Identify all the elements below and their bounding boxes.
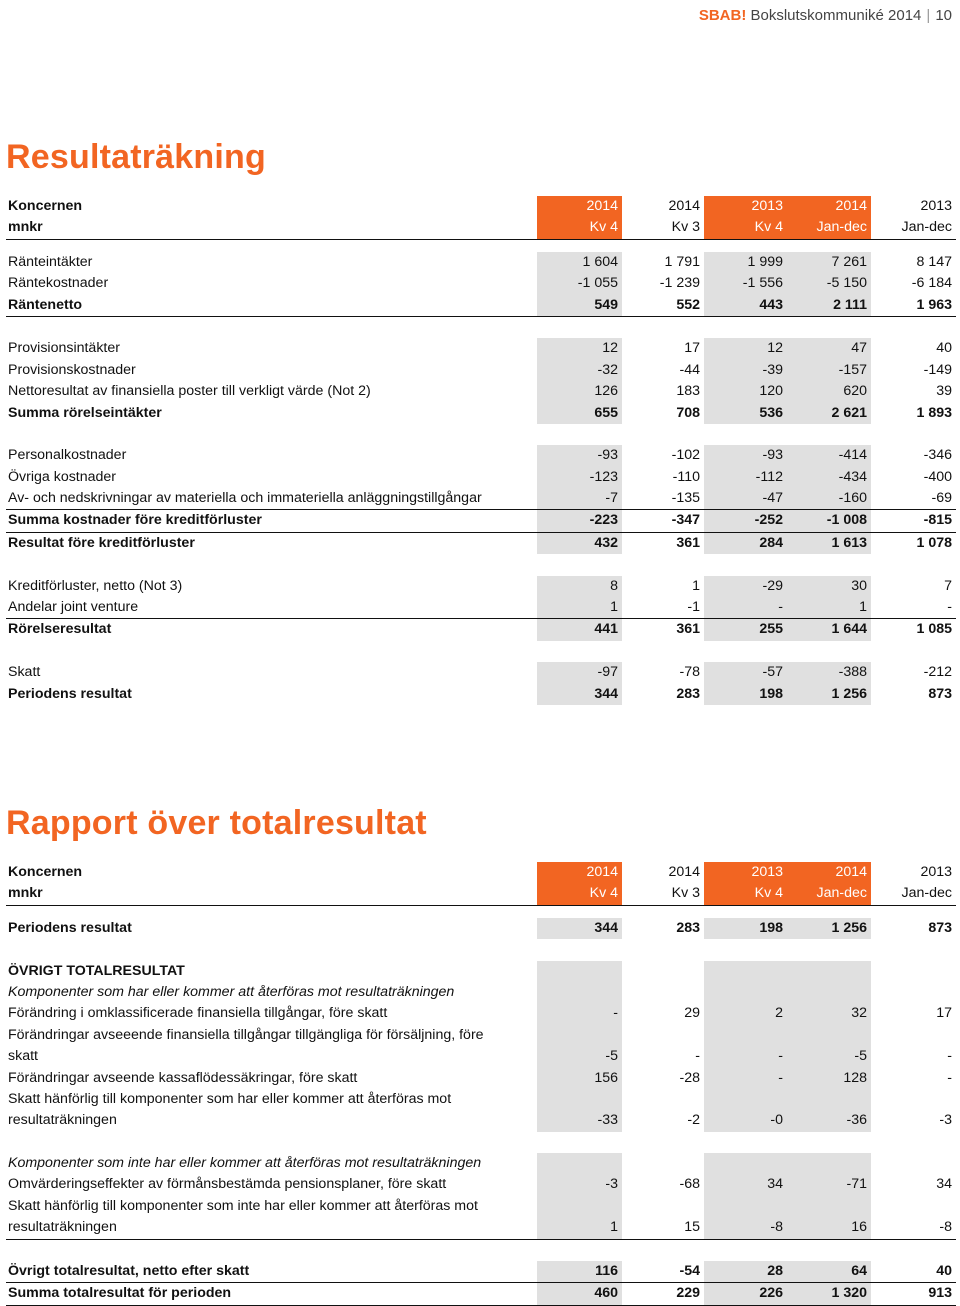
value-cell: -400 <box>923 468 952 485</box>
value-cell: 229 <box>676 1285 700 1302</box>
value-cell: -1 239 <box>659 275 700 292</box>
value-cell: 432 <box>537 533 622 554</box>
document-title: Bokslutskommuniké 2014 <box>750 7 922 24</box>
value-cell: - <box>947 1048 952 1065</box>
value-cell: 460 <box>537 1283 622 1304</box>
value-cell: 16 <box>787 1217 871 1238</box>
value-cell: 128 <box>787 1068 871 1089</box>
value-cell: -5 <box>537 1046 622 1067</box>
value-cell: 549 <box>537 295 622 316</box>
row-label: Summa totalresultat för perioden <box>8 1285 232 1302</box>
value-cell: - <box>947 599 952 616</box>
value-cell: 1 078 <box>916 534 952 551</box>
header-label: mnkr <box>8 219 43 236</box>
value-cell: 873 <box>928 685 952 702</box>
value-cell: -93 <box>704 445 787 466</box>
value-cell <box>787 1196 871 1217</box>
income-statement-title: Resultaträkning <box>6 138 266 176</box>
value-cell <box>704 961 787 982</box>
value-cell <box>537 1196 622 1217</box>
value-cell: -68 <box>679 1176 700 1193</box>
value-cell: 198 <box>704 918 787 939</box>
value-cell: 1 604 <box>537 252 622 273</box>
table-row <box>6 1261 956 1283</box>
header-cell: 2014 <box>537 862 622 883</box>
header-cell: Jan-dec <box>787 217 871 238</box>
value-cell <box>622 1196 704 1217</box>
row-label: Kreditförluster, netto (Not 3) <box>8 577 183 594</box>
value-cell: -8 <box>939 1219 952 1236</box>
value-cell <box>871 1153 956 1174</box>
value-cell: 620 <box>787 381 871 402</box>
value-cell: 655 <box>537 403 622 424</box>
value-cell: -36 <box>787 1110 871 1131</box>
row-label: ÖVRIGT TOTALRESULTAT <box>8 962 185 979</box>
value-cell: 30 <box>787 576 871 597</box>
header-cell: 2014 <box>668 198 700 214</box>
header-cell: Jan-dec <box>787 883 871 904</box>
value-cell: -1 008 <box>787 510 871 531</box>
value-cell: -47 <box>704 488 787 509</box>
value-cell: 40 <box>936 1263 952 1280</box>
value-cell: 2 111 <box>787 295 871 316</box>
header-cell: 2014 <box>787 196 871 217</box>
value-cell: -69 <box>931 490 952 507</box>
header-cell: 2014 <box>537 196 622 217</box>
value-cell: -223 <box>537 510 622 531</box>
row-label: Skatt hänförlig till komponenter som har eller kommer att återföras mot <box>8 1090 452 1107</box>
value-cell: -6 184 <box>911 275 952 292</box>
value-cell <box>787 1025 871 1046</box>
value-cell: 1 <box>787 597 871 618</box>
table-row <box>6 918 956 939</box>
value-cell: 29 <box>684 1005 700 1022</box>
income-statement-table <box>6 196 956 705</box>
value-cell <box>622 961 704 982</box>
value-cell: 7 261 <box>787 252 871 273</box>
header-cell: Kv 4 <box>704 217 787 238</box>
table-row <box>6 510 956 532</box>
table-row <box>6 1217 956 1239</box>
spacer <box>6 1240 956 1261</box>
value-cell: 17 <box>936 1005 952 1022</box>
value-cell <box>537 961 622 982</box>
row-label: Förändringar avseende kassaflödessäkringar, före skatt <box>8 1069 358 1086</box>
table-row <box>6 662 956 683</box>
header-cell: Kv 3 <box>671 219 700 236</box>
header-cell: Kv 4 <box>537 217 622 238</box>
value-cell: 283 <box>676 919 700 936</box>
value-cell: -1 055 <box>537 273 622 294</box>
header-cell: 2013 <box>704 862 787 883</box>
value-cell: 64 <box>787 1261 871 1282</box>
table-row <box>6 1003 956 1024</box>
table-row <box>6 467 956 488</box>
value-cell: -212 <box>923 664 952 681</box>
row-label: Summa kostnader före kreditförluster <box>8 512 262 529</box>
value-cell: 361 <box>676 534 700 551</box>
value-cell: -8 <box>704 1217 787 1238</box>
value-cell: 40 <box>936 340 952 357</box>
table-row <box>6 360 956 381</box>
table-row <box>6 961 956 982</box>
value-cell: 1 <box>537 1217 622 1238</box>
row-label: Förändring i omklassificerade finansiella tillgångar, före skatt <box>8 1005 388 1022</box>
value-cell: -5 <box>787 1046 871 1067</box>
value-cell <box>704 1196 787 1217</box>
value-cell: -112 <box>704 467 787 488</box>
value-cell: 708 <box>676 404 700 421</box>
table-row <box>6 1025 956 1046</box>
value-cell <box>704 982 787 1003</box>
value-cell: -1 556 <box>704 273 787 294</box>
table-row <box>6 1174 956 1195</box>
table-row <box>6 1089 956 1110</box>
value-cell: 2 <box>704 1003 787 1024</box>
value-cell: 2 621 <box>787 403 871 424</box>
value-cell: -149 <box>923 361 952 378</box>
value-cell: 12 <box>537 338 622 359</box>
value-cell: 255 <box>704 619 787 640</box>
value-cell: 1 893 <box>916 404 952 421</box>
row-label: Ränteintäkter <box>8 253 93 270</box>
value-cell: 552 <box>676 296 700 313</box>
row-label: resultaträkningen <box>8 1219 117 1236</box>
value-cell: 1 085 <box>916 621 952 638</box>
row-label: Provisionsintäkter <box>8 340 120 357</box>
value-cell: 183 <box>676 383 700 400</box>
income-statement-body <box>6 252 956 705</box>
value-cell: -815 <box>923 512 952 529</box>
value-cell: -414 <box>787 445 871 466</box>
value-cell: -33 <box>537 1110 622 1131</box>
value-cell: -346 <box>923 447 952 464</box>
value-cell: 39 <box>936 383 952 400</box>
table-row <box>6 1068 956 1089</box>
value-cell: 1 <box>537 597 622 618</box>
value-cell: 126 <box>537 381 622 402</box>
table-row <box>6 619 956 640</box>
value-cell: 198 <box>704 684 787 705</box>
header-cell: Kv 4 <box>537 883 622 904</box>
value-cell <box>787 982 871 1003</box>
value-cell: -347 <box>671 512 700 529</box>
value-cell <box>787 961 871 982</box>
value-cell: 12 <box>704 338 787 359</box>
row-label: Rörelseresultat <box>8 621 112 638</box>
value-cell: 443 <box>704 295 787 316</box>
table-row <box>6 252 956 273</box>
value-cell: 226 <box>704 1283 787 1304</box>
header-label: mnkr <box>8 885 43 902</box>
value-cell: 873 <box>928 919 952 936</box>
row-label: Periodens resultat <box>8 685 132 702</box>
value-cell: 28 <box>704 1261 787 1282</box>
value-cell: 284 <box>704 533 787 554</box>
table-row <box>6 488 956 510</box>
table-row <box>6 1153 956 1174</box>
column-header-period <box>6 883 956 905</box>
value-cell: 1 644 <box>787 619 871 640</box>
table-row <box>6 273 956 294</box>
value-cell: 8 147 <box>916 253 952 270</box>
row-label: Av- och nedskrivningar av materiella och immateriella anläggningstillgångar <box>8 490 482 507</box>
value-cell: -29 <box>704 576 787 597</box>
spacer <box>6 939 956 960</box>
value-cell <box>704 1089 787 1110</box>
row-label: Andelar joint venture <box>8 599 139 616</box>
value-cell: -3 <box>939 1112 952 1129</box>
row-label: Summa rörelseintäkter <box>8 404 162 421</box>
value-cell: -102 <box>671 447 700 464</box>
value-cell: 1 <box>692 577 700 594</box>
row-label: Resultat före kreditförluster <box>8 534 195 551</box>
row-label: Komponenter som inte har eller kommer att återföras mot resultaträkningen <box>8 1155 482 1172</box>
header-cell: 2013 <box>920 198 952 214</box>
header-cell: Jan-dec <box>901 885 952 902</box>
row-label: skatt <box>8 1048 38 1065</box>
column-header-year <box>6 196 956 217</box>
header-cell: 2013 <box>920 864 952 880</box>
table-row <box>6 1196 956 1217</box>
value-cell: -39 <box>704 360 787 381</box>
value-cell <box>871 1089 956 1110</box>
table-row <box>6 1046 956 1067</box>
column-header-period <box>6 217 956 239</box>
value-cell <box>537 982 622 1003</box>
value-cell: -388 <box>787 662 871 683</box>
value-cell: 47 <box>787 338 871 359</box>
value-cell <box>622 1025 704 1046</box>
spacer <box>6 240 956 252</box>
value-cell: 361 <box>676 621 700 638</box>
spacer <box>6 554 956 575</box>
value-cell: 283 <box>676 685 700 702</box>
value-cell: -2 <box>687 1112 700 1129</box>
value-cell: -160 <box>787 488 871 509</box>
value-cell: -252 <box>704 510 787 531</box>
value-cell <box>704 1153 787 1174</box>
value-cell <box>871 961 956 982</box>
value-cell: 536 <box>704 403 787 424</box>
header-cell: Kv 3 <box>671 885 700 902</box>
page-header <box>699 6 952 26</box>
value-cell: - <box>704 1068 787 1089</box>
value-cell <box>537 1153 622 1174</box>
value-cell: - <box>704 597 787 618</box>
value-cell: 156 <box>537 1068 622 1089</box>
table-row <box>6 576 956 597</box>
table-row <box>6 1283 956 1305</box>
table-row <box>6 295 956 317</box>
table-row <box>6 533 956 554</box>
value-cell: -32 <box>537 360 622 381</box>
header-cell: 2014 <box>668 864 700 880</box>
value-cell: -434 <box>787 467 871 488</box>
value-cell <box>704 1025 787 1046</box>
value-cell: 1 256 <box>787 918 871 939</box>
row-label: Övriga kostnader <box>8 468 117 485</box>
value-cell: -0 <box>704 1110 787 1131</box>
value-cell: 1 999 <box>704 252 787 273</box>
value-cell <box>537 1025 622 1046</box>
value-cell: 120 <box>704 381 787 402</box>
table-row <box>6 1110 956 1131</box>
row-label: Räntenetto <box>8 296 83 313</box>
value-cell: -7 <box>537 488 622 509</box>
value-cell <box>787 1089 871 1110</box>
value-cell: 913 <box>928 1285 952 1302</box>
header-label: Koncernen <box>8 864 83 880</box>
value-cell: -54 <box>679 1263 700 1280</box>
value-cell: - <box>695 1048 700 1065</box>
row-label: Provisionskostnader <box>8 361 136 378</box>
header-label: Koncernen <box>8 198 83 214</box>
row-label: Skatt <box>8 664 41 681</box>
header-cell: Jan-dec <box>901 219 952 236</box>
value-cell: 15 <box>684 1219 700 1236</box>
table-row <box>6 403 956 424</box>
row-label: Förändringar avseeende finansiella tillgångar tillgängliga för försäljning, före <box>8 1026 484 1043</box>
header-cell: Kv 4 <box>704 883 787 904</box>
value-cell <box>787 1153 871 1174</box>
value-cell: 17 <box>684 340 700 357</box>
table-row <box>6 684 956 705</box>
value-cell: -3 <box>537 1174 622 1195</box>
value-cell: 344 <box>537 918 622 939</box>
value-cell: -1 <box>687 599 700 616</box>
row-label: Komponenter som har eller kommer att återföras mot resultaträkningen <box>8 983 455 1000</box>
value-cell: -71 <box>787 1174 871 1195</box>
value-cell: -135 <box>671 490 700 507</box>
value-cell: -28 <box>679 1069 700 1086</box>
value-cell: -44 <box>679 361 700 378</box>
value-cell: - <box>537 1003 622 1024</box>
value-cell: 1 320 <box>787 1283 871 1304</box>
value-cell: 1 256 <box>787 684 871 705</box>
value-cell <box>871 1025 956 1046</box>
column-header-year <box>6 862 956 883</box>
table-row <box>6 445 956 466</box>
row-label: resultaträkningen <box>8 1112 117 1129</box>
value-cell <box>622 1153 704 1174</box>
value-cell: -93 <box>537 445 622 466</box>
value-cell: - <box>947 1069 952 1086</box>
value-cell <box>871 1196 956 1217</box>
row-label: Omvärderingseffekter av förmånsbestämda pensionsplaner, före skatt <box>8 1176 447 1193</box>
table-row <box>6 381 956 402</box>
header-separator: | <box>926 7 931 24</box>
value-cell: 1 963 <box>916 296 952 313</box>
spacer <box>6 906 956 918</box>
table-row <box>6 338 956 359</box>
value-cell: 441 <box>537 619 622 640</box>
spacer <box>6 424 956 445</box>
value-cell: 32 <box>787 1003 871 1024</box>
value-cell: -97 <box>537 662 622 683</box>
value-cell: 116 <box>537 1261 622 1282</box>
row-label: Skatt hänförlig till komponenter som inte har eller kommer att återföras mot <box>8 1197 478 1214</box>
value-cell <box>622 982 704 1003</box>
row-label: Räntekostnader <box>8 275 109 292</box>
value-cell: 34 <box>704 1174 787 1195</box>
value-cell: -110 <box>672 468 700 485</box>
header-cell: 2014 <box>787 862 871 883</box>
comprehensive-income-body <box>6 918 956 1306</box>
value-cell: 7 <box>944 577 952 594</box>
comprehensive-income-table <box>6 862 956 1306</box>
table-row <box>6 982 956 1003</box>
value-cell: 8 <box>537 576 622 597</box>
value-cell: 344 <box>537 684 622 705</box>
table-row <box>6 597 956 619</box>
spacer <box>6 1132 956 1153</box>
value-cell: - <box>704 1046 787 1067</box>
page-number: 10 <box>935 7 952 24</box>
value-cell: -157 <box>787 360 871 381</box>
row-label: Nettoresultat av finansiella poster till verkligt värde (Not 2) <box>8 383 371 400</box>
spacer <box>6 641 956 662</box>
comprehensive-income-title: Rapport över totalresultat <box>6 804 427 842</box>
header-cell: 2013 <box>704 196 787 217</box>
value-cell: 1 791 <box>664 253 700 270</box>
value-cell: -5 150 <box>787 273 871 294</box>
value-cell <box>622 1089 704 1110</box>
row-label: Periodens resultat <box>8 919 132 936</box>
value-cell: -123 <box>537 467 622 488</box>
value-cell <box>871 982 956 1003</box>
value-cell: -78 <box>679 664 700 681</box>
spacer <box>6 317 956 338</box>
row-label: Personalkostnader <box>8 447 127 464</box>
value-cell: 1 613 <box>787 533 871 554</box>
value-cell: -57 <box>704 662 787 683</box>
value-cell: 34 <box>936 1176 952 1193</box>
row-label: Övrigt totalresultat, netto efter skatt <box>8 1263 250 1280</box>
value-cell <box>537 1089 622 1110</box>
brand-logo: SBAB! <box>698 7 747 24</box>
